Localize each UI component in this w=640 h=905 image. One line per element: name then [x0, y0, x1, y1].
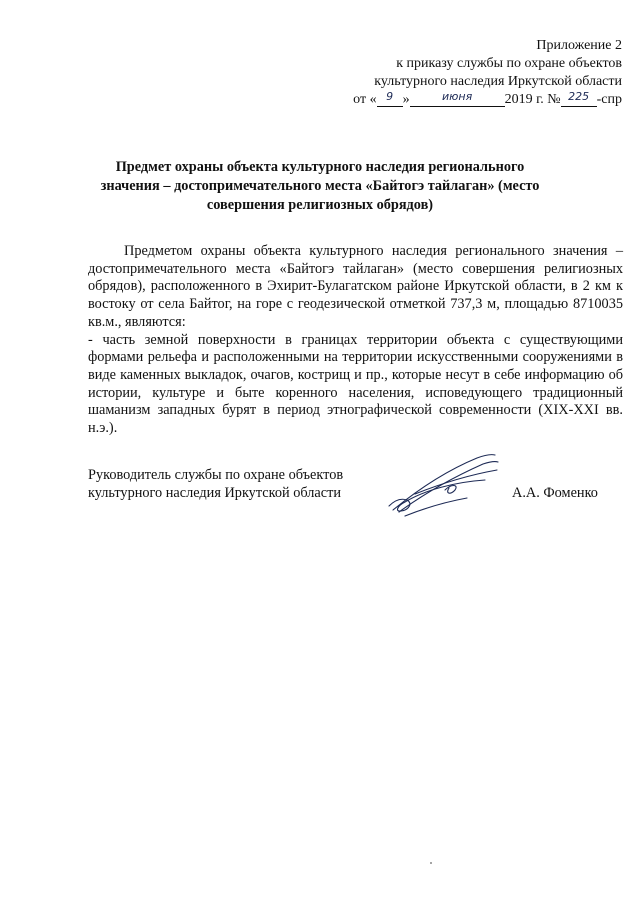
number-suffix: -спр — [596, 92, 622, 107]
document-body — [88, 243, 623, 438]
signer-name: А.А. Фоменко — [512, 485, 598, 501]
appendix-header — [262, 37, 622, 109]
signer-position-line2: культурного наследия Иркутской области — [88, 484, 341, 501]
signature-block — [88, 467, 343, 502]
body-paragraph-subject: Предметом охраны объекта культурного наследия регионального значения – достопримечательного места «Байтогэ тайлаган» (место совершения религиозных обрядов), расположенного в Эхирит-Булагатском районе Иркутской области, в 2 км к востоку от села Байтог, на горе с геодезической отметкой 737,3 м, площадью 8710035 кв.м., являются: — [88, 243, 623, 330]
appendix-agency: культурного наследия Иркутской области — [374, 74, 622, 89]
month-handwritten: июня — [441, 90, 473, 103]
body-paragraph-item: - часть земной поверхности в границах территории объекта с существующими формами рельефа и расположенными на территории искусственными сооружениями в виде каменных выкладок, очагов, кострищ и пр., которые несут в себе информацию об истории, культуре и быте коренного населения, исповедующего традиционный шаманизм западных бурят в период этнографической современности (XIX-XXI вв. н.э.). — [88, 331, 623, 437]
document-title: Предмет охраны объекта культурного наследия регионального значения – достопримечательного места «Байтогэ тайлаган» (место совершения религиозных обрядов) — [100, 159, 540, 213]
handwritten-signature — [385, 450, 510, 520]
year-text: 2019 г. № — [504, 92, 561, 107]
date-prefix: от « — [353, 92, 377, 107]
scan-speck — [430, 862, 432, 864]
appendix-date-line — [262, 91, 622, 109]
appendix-order-ref: к приказу службы по охране объектов — [396, 56, 622, 71]
number-field — [561, 91, 597, 107]
day-field — [377, 91, 403, 107]
appendix-label: Приложение 2 — [536, 38, 622, 53]
number-handwritten: 225 — [568, 90, 590, 103]
signer-position-line1: Руководитель службы по охране объектов — [88, 467, 344, 483]
month-field — [410, 91, 505, 107]
day-handwritten: 9 — [386, 90, 394, 103]
date-mid: » — [402, 92, 410, 107]
